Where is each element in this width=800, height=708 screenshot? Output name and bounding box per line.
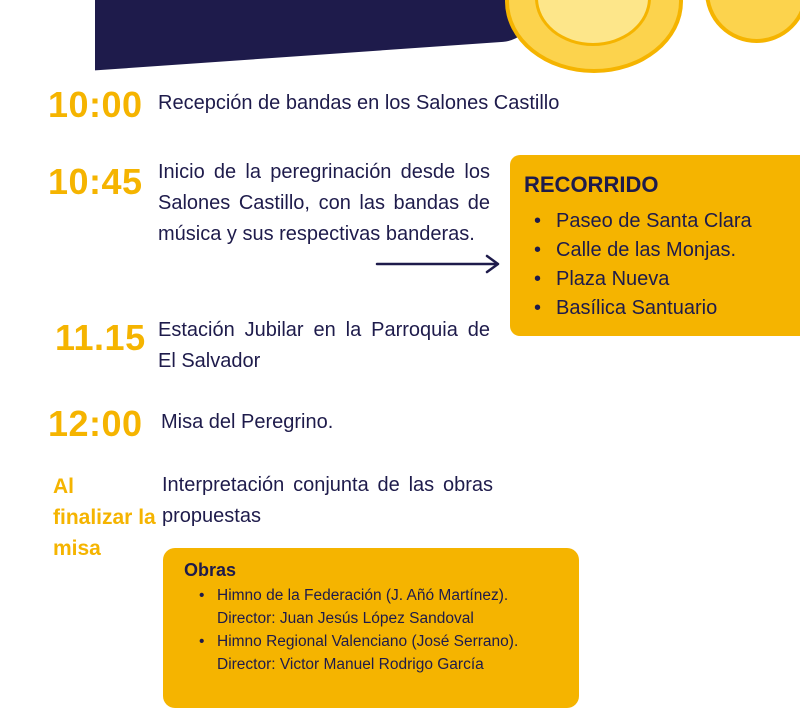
circle-decoration-right	[705, 0, 800, 43]
recorrido-list	[534, 207, 752, 323]
recorrido-box	[510, 155, 800, 336]
bullet-icon: •	[534, 239, 542, 261]
bullet-icon: •	[534, 210, 542, 232]
list-item: • Paseo de Santa Clara	[534, 207, 752, 236]
schedule-time-2: 10:45	[48, 161, 143, 202]
schedule-time-3: 11.15	[55, 317, 146, 358]
header-band-decoration	[95, 0, 535, 70]
arrow-right-icon	[375, 252, 503, 276]
bullet-icon: •	[534, 297, 542, 319]
bullet-icon: •	[199, 587, 205, 604]
schedule-desc-1: Recepción de bandas en los Salones Castillo	[158, 92, 560, 114]
list-item: • Plaza Nueva	[534, 265, 752, 294]
schedule-time-1: 10:00	[48, 84, 143, 125]
obras-list	[197, 584, 565, 676]
bullet-icon: •	[199, 633, 205, 650]
list-item: • Calle de las Monjas.	[534, 236, 752, 265]
list-item: • Basílica Santuario	[534, 294, 752, 323]
obras-box	[163, 548, 579, 708]
schedule-desc-4: Misa del Peregrino.	[161, 411, 334, 433]
schedule-desc-3: Estación Jubilar en la Parroquia de El Salvador	[158, 319, 490, 372]
obras-title: Obras	[184, 560, 237, 580]
list-item: • Himno Regional Valenciano (José Serrano). Director: Victor Manuel Rodrigo García	[197, 630, 565, 676]
bullet-icon: •	[534, 268, 542, 290]
schedule-desc-2: Inicio de la peregrinación desde los Salones Castillo, con las bandas de música y sus respectivas banderas.	[158, 161, 490, 245]
schedule-time-5: Al finalizar la misa	[53, 475, 156, 560]
list-item: • Himno de la Federación (J. Añó Martínez). Director: Juan Jesús López Sandoval	[197, 584, 565, 630]
recorrido-title: RECORRIDO	[524, 172, 659, 197]
schedule-desc-5: Interpretación conjunta de las obras propuestas	[162, 474, 493, 527]
schedule-time-4: 12:00	[48, 403, 143, 444]
